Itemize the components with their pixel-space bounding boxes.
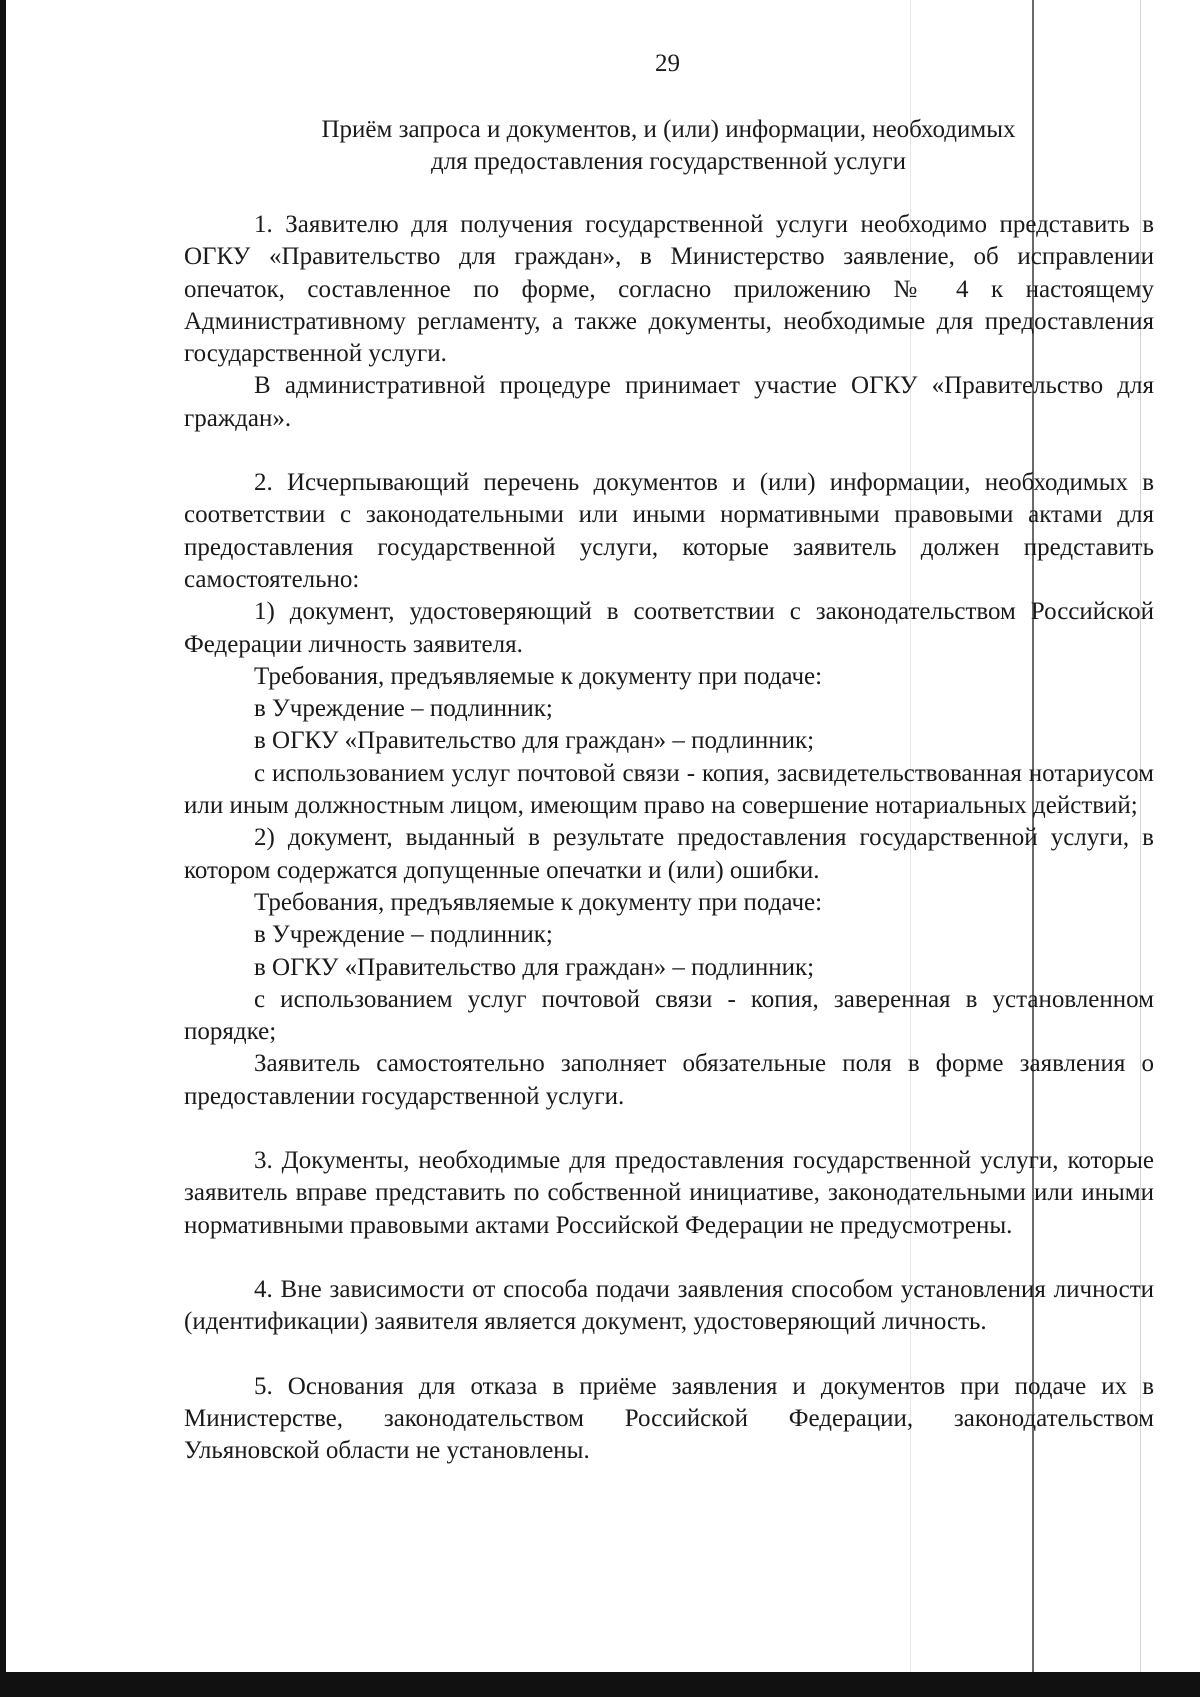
paragraph-gap (184, 435, 1154, 467)
paragraph-5: 5. Основания для отказа в приёме заявления и документов при подаче их в Министерстве, законодательством Российской Федерации, законодательством Ульяновской области не установлены. (184, 1372, 1154, 1465)
paragraph-2: 2. Исчерпывающий перечень документов и (или) информации, необходимых в соответствии с законодательными или иными нормативными правовыми актами для предоставления государственной услуги, которые заявитель должен представить самостоятельно: (184, 469, 1154, 593)
list-item-document-1: 1) документ, удостоверяющий в соответствии с законодательством Российской Федерации личность заявителя. (184, 598, 1154, 658)
paragraph-1: 1. Заявителю для получения государственной услуги необходимо представить в ОГКУ «Правительство для граждан», в Министерство заявление, об исправлении опечаток, составленное по форме, согласно приложению № 4 к настоящему Административному регламенту, а также документы, необходимые для предоставления государственной услуги. (184, 211, 1154, 368)
page-number: 29 (655, 50, 680, 77)
section-title-line-1: Приём запроса и документов, и (или) информации, необходимых (321, 116, 1016, 143)
requirements-heading: Требования, предъявляемые к документу при подаче: (254, 662, 823, 690)
requirements-heading-2: Требования, предъявляемые к документу при подаче: (254, 888, 823, 916)
document-body (184, 209, 1154, 1467)
requirement-postal-2: с использованием услуг почтовой связи - копия, заверенная в установленном порядке; (184, 985, 1154, 1046)
applicant-fills-fields: Заявитель самостоятельно заполняет обязательные поля в форме заявления о предоставлении государственной услуги. (184, 1050, 1154, 1110)
scan-edge-bottom (0, 1672, 1200, 1697)
requirement-institution-2: в Учреждение – подлинник; (254, 921, 553, 949)
requirement-ogku-2: в ОГКУ «Правительство для граждан» – подлинник; (254, 953, 815, 981)
paragraph-3: 3. Документы, необходимые для предоставления государственной услуги, которые заявитель вправе представить по собственной инициативе, законодательными или иными нормативными правовыми актами Российской Федерации не предусмотрены. (184, 1147, 1154, 1239)
list-item-document-2: 2) документ, выданный в результате предоставления государственной услуги, в котором содержатся допущенные опечатки и (или) ошибки. (184, 824, 1154, 884)
section-title (185, 114, 1152, 178)
requirement-institution: в Учреждение – подлинник; (254, 695, 553, 723)
paragraph-gap (184, 1242, 1154, 1274)
paragraph-gap (184, 1339, 1154, 1371)
paragraph-4: 4. Вне зависимости от способа подачи заявления способом установления личности (идентификации) заявителя является документ, удостоверяющий личность. (184, 1275, 1154, 1336)
requirement-ogku: в ОГКУ «Правительство для граждан» – подлинник; (254, 727, 815, 755)
paragraph-1-participation: В административной процедуре принимает участие ОГКУ «Правительство для граждан». (184, 372, 1154, 432)
scan-edge-left (0, 0, 6, 1697)
requirement-postal: с использованием услуг почтовой связи - копия, засвидетельствованная нотариусом или иным должностным лицом, имеющим право на совершение нотариальных действий; (184, 759, 1154, 820)
section-title-line-2: для предоставления государственной услуги (430, 148, 907, 175)
paragraph-gap (184, 1113, 1154, 1145)
